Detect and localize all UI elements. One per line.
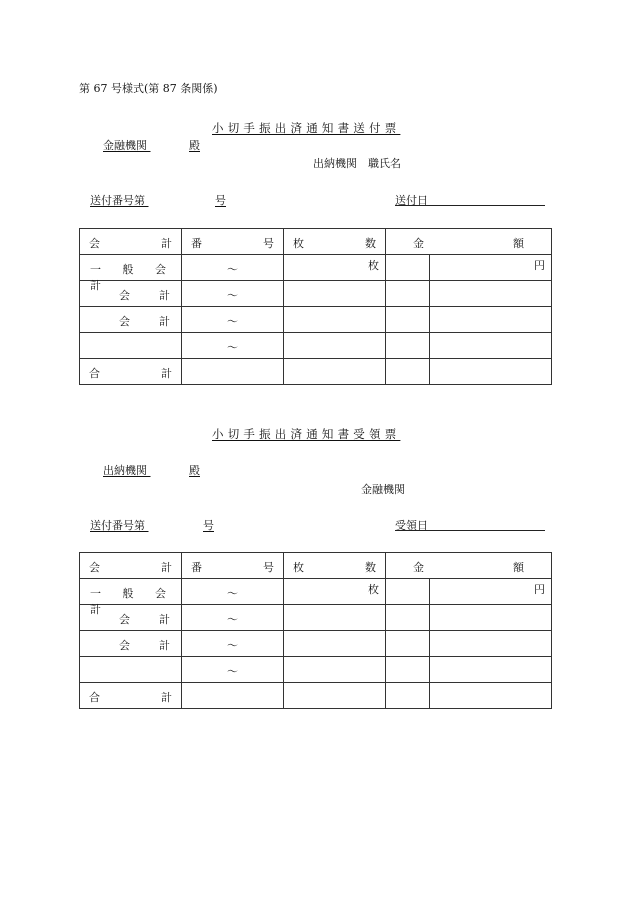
send-number-blank[interactable] [145,194,215,207]
table-header-row [80,553,552,579]
count-unit: 枚 [368,259,379,272]
total-range-cell[interactable] [182,359,284,385]
receive-addressee-org: 出納機関 [103,464,147,477]
count-cell[interactable] [284,631,386,657]
amount-cell-right[interactable] [430,255,552,281]
count-cell[interactable] [284,605,386,631]
total-range-cell[interactable] [182,683,284,709]
account-cell[interactable]: 会 計 [80,605,182,631]
total-label-cell: 合 計 [80,683,182,709]
amount-cell-right[interactable] [430,657,552,683]
amount-cell-left[interactable] [386,281,430,307]
send-addressee [103,137,200,153]
table-total-row [80,359,552,385]
amount-cell-right[interactable] [430,307,552,333]
amount-cell-left[interactable] [386,333,430,359]
table-row [80,657,552,683]
count-cell[interactable] [284,281,386,307]
table-header-row [80,229,552,255]
account-cell[interactable]: 会 計 [80,307,182,333]
table-row [80,333,552,359]
receive-sender: 金融機関 [361,483,405,496]
header-amount: 金 額 [386,229,552,255]
total-count-cell[interactable] [284,683,386,709]
header-account: 会 計 [80,553,182,579]
send-number-label: 送付番号第 [90,194,145,207]
receive-honorific: 殿 [189,464,200,477]
account-cell[interactable]: 会 計 [80,281,182,307]
account-cell[interactable] [80,333,182,359]
header-number: 番 号 [182,229,284,255]
send-addressee-org: 金融機関 [103,139,147,152]
header-count: 枚 数 [284,229,386,255]
send-number [90,192,226,208]
send-sender: 出納機関 職氏名 [313,157,401,170]
table-row [80,281,552,307]
account-cell[interactable]: 一 般 会 計 [80,255,182,281]
table-row [80,255,552,281]
count-cell[interactable] [284,333,386,359]
send-honorific: 殿 [189,139,200,152]
send-addressee-blank [147,139,189,152]
receive-number-blank[interactable] [145,519,203,532]
header-account: 会 計 [80,229,182,255]
amount-cell-left[interactable] [386,255,430,281]
receive-number [90,517,214,533]
total-amount-cell-left[interactable] [386,359,430,385]
header-amount: 金 額 [386,553,552,579]
receive-date-label: 受領日 [395,519,428,532]
table-total-row [80,683,552,709]
amount-cell-right[interactable] [430,605,552,631]
amount-cell-left[interactable] [386,579,430,605]
count-cell[interactable] [284,255,386,281]
total-amount-cell-right[interactable] [430,683,552,709]
account-cell[interactable]: 一 般 会 計 [80,579,182,605]
count-cell[interactable] [284,307,386,333]
header-count: 枚 数 [284,553,386,579]
range-cell[interactable]: ～ [182,657,284,683]
send-number-suffix: 号 [215,194,226,207]
total-label-cell: 合 計 [80,359,182,385]
range-cell[interactable]: ～ [182,255,284,281]
receive-addressee [103,462,200,478]
receive-title: 小切手振出済通知書受領票 [212,427,401,441]
account-cell[interactable]: 会 計 [80,631,182,657]
range-cell[interactable]: ～ [182,333,284,359]
amount-unit: 円 [534,259,545,272]
total-amount-cell-left[interactable] [386,683,430,709]
count-cell[interactable] [284,657,386,683]
receive-number-label: 送付番号第 [90,519,145,532]
amount-cell-right[interactable] [430,579,552,605]
table-row [80,579,552,605]
amount-cell-right[interactable] [430,631,552,657]
send-title: 小切手振出済通知書送付票 [212,121,401,135]
amount-unit: 円 [534,583,545,596]
form-label: 第 67 号様式(第 87 条関係) [79,82,218,95]
range-cell[interactable]: ～ [182,579,284,605]
amount-cell-left[interactable] [386,307,430,333]
table-row [80,605,552,631]
amount-cell-left[interactable] [386,657,430,683]
receive-number-suffix: 号 [203,519,214,532]
receive-date-underline[interactable] [395,530,545,531]
account-cell[interactable] [80,657,182,683]
count-cell[interactable] [284,579,386,605]
send-table [79,228,552,385]
send-date-underline[interactable] [395,205,545,206]
amount-cell-right[interactable] [430,281,552,307]
total-count-cell[interactable] [284,359,386,385]
receive-addressee-blank [147,464,189,477]
header-number: 番 号 [182,553,284,579]
total-amount-cell-right[interactable] [430,359,552,385]
amount-cell-right[interactable] [430,333,552,359]
amount-cell-left[interactable] [386,605,430,631]
amount-cell-left[interactable] [386,631,430,657]
range-cell[interactable]: ～ [182,281,284,307]
range-cell[interactable]: ～ [182,631,284,657]
range-cell[interactable]: ～ [182,605,284,631]
receive-table [79,552,552,709]
table-row [80,307,552,333]
range-cell[interactable]: ～ [182,307,284,333]
count-unit: 枚 [368,583,379,596]
send-date-label: 送付日 [395,194,428,207]
table-row [80,631,552,657]
